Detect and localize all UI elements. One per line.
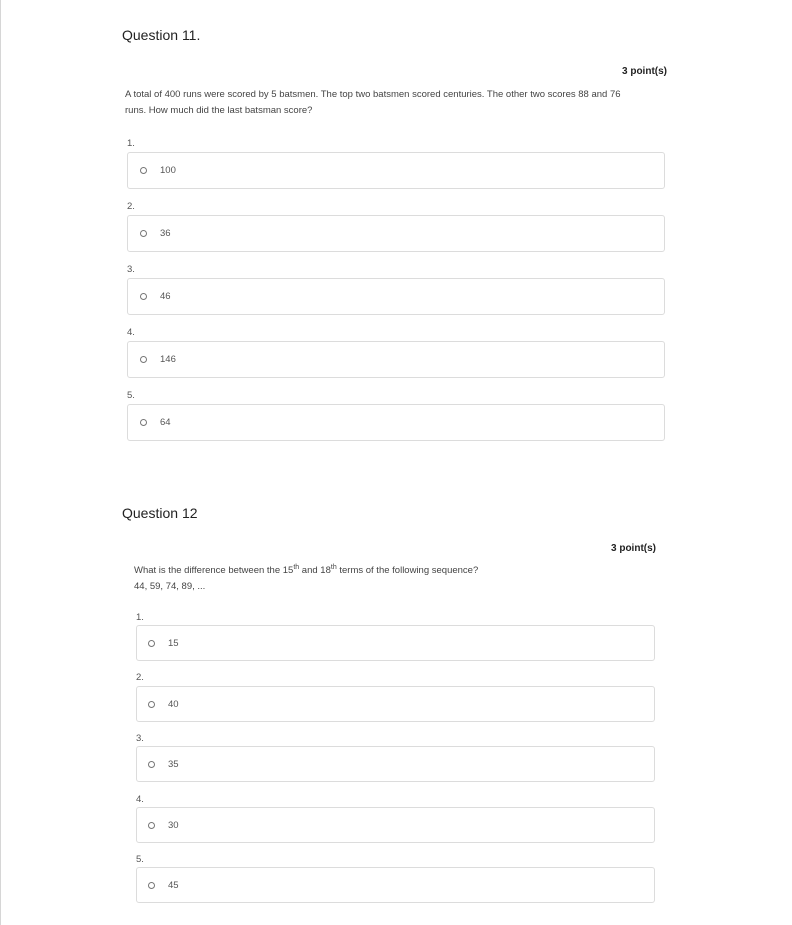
radio-icon[interactable] [140, 419, 147, 426]
answer-option[interactable] [136, 867, 655, 903]
superscript: th [330, 563, 337, 571]
question-points: 3 point(s) [622, 66, 667, 77]
superscript: th [293, 563, 300, 571]
question-title [122, 27, 200, 43]
option-label: 100 [160, 165, 176, 176]
answer-option[interactable] [136, 686, 655, 722]
radio-icon[interactable] [148, 822, 155, 829]
option-label: 15 [168, 637, 179, 649]
option-number: 1. [136, 612, 144, 623]
option-label: 64 [160, 417, 171, 428]
option-number: 4. [127, 327, 135, 338]
option-number: 3. [127, 264, 135, 275]
radio-icon[interactable] [140, 293, 147, 300]
option-number: 4. [136, 794, 144, 805]
option-label: 146 [160, 354, 176, 365]
radio-icon[interactable] [140, 230, 147, 237]
answer-option[interactable] [127, 215, 665, 252]
option-label: 40 [168, 698, 179, 710]
answer-option[interactable] [127, 278, 665, 315]
option-label: 46 [160, 291, 171, 302]
answer-option[interactable] [127, 152, 665, 189]
radio-icon[interactable] [148, 882, 155, 889]
question-text-line: A total of 400 runs were scored by 5 batsmen. The top two batsmen scored centuries. The other two scores 88 and 76 [125, 89, 621, 100]
question-text-line: runs. How much did the last batsman score? [125, 105, 313, 116]
question-text [125, 87, 685, 119]
answer-option[interactable] [127, 404, 665, 441]
question-text-part: terms of the following sequence? [336, 565, 479, 576]
page-left-border [0, 0, 1, 925]
answer-option[interactable] [127, 341, 665, 378]
radio-icon[interactable] [140, 167, 147, 174]
answer-option[interactable] [136, 746, 655, 782]
option-label: 36 [160, 228, 171, 239]
option-number: 5. [127, 390, 135, 401]
question-points: 3 point(s) [611, 543, 656, 554]
option-label: 35 [168, 758, 179, 770]
option-number: 2. [127, 201, 135, 212]
question-text-part: What is the difference between the 15 [134, 565, 294, 576]
question-title-word: Question [122, 27, 179, 43]
answer-option[interactable] [136, 625, 655, 661]
radio-icon[interactable] [140, 356, 147, 363]
sequence-text: 44, 59, 74, 89, ... [134, 581, 206, 592]
question-text [134, 563, 674, 595]
radio-icon[interactable] [148, 640, 155, 647]
question-title-word: Question [122, 505, 179, 521]
option-label: 30 [168, 819, 179, 831]
answer-option[interactable] [136, 807, 655, 843]
option-number: 1. [127, 138, 135, 149]
question-number: 12 [181, 505, 198, 521]
option-number: 3. [136, 733, 144, 744]
option-label: 45 [168, 879, 179, 891]
radio-icon[interactable] [148, 701, 155, 708]
option-number: 5. [136, 854, 144, 865]
question-text-part: and 18 [299, 565, 331, 576]
question-title [122, 505, 198, 521]
radio-icon[interactable] [148, 761, 155, 768]
option-number: 2. [136, 672, 144, 683]
question-text-line [134, 563, 674, 579]
question-number: 11. [181, 27, 201, 43]
